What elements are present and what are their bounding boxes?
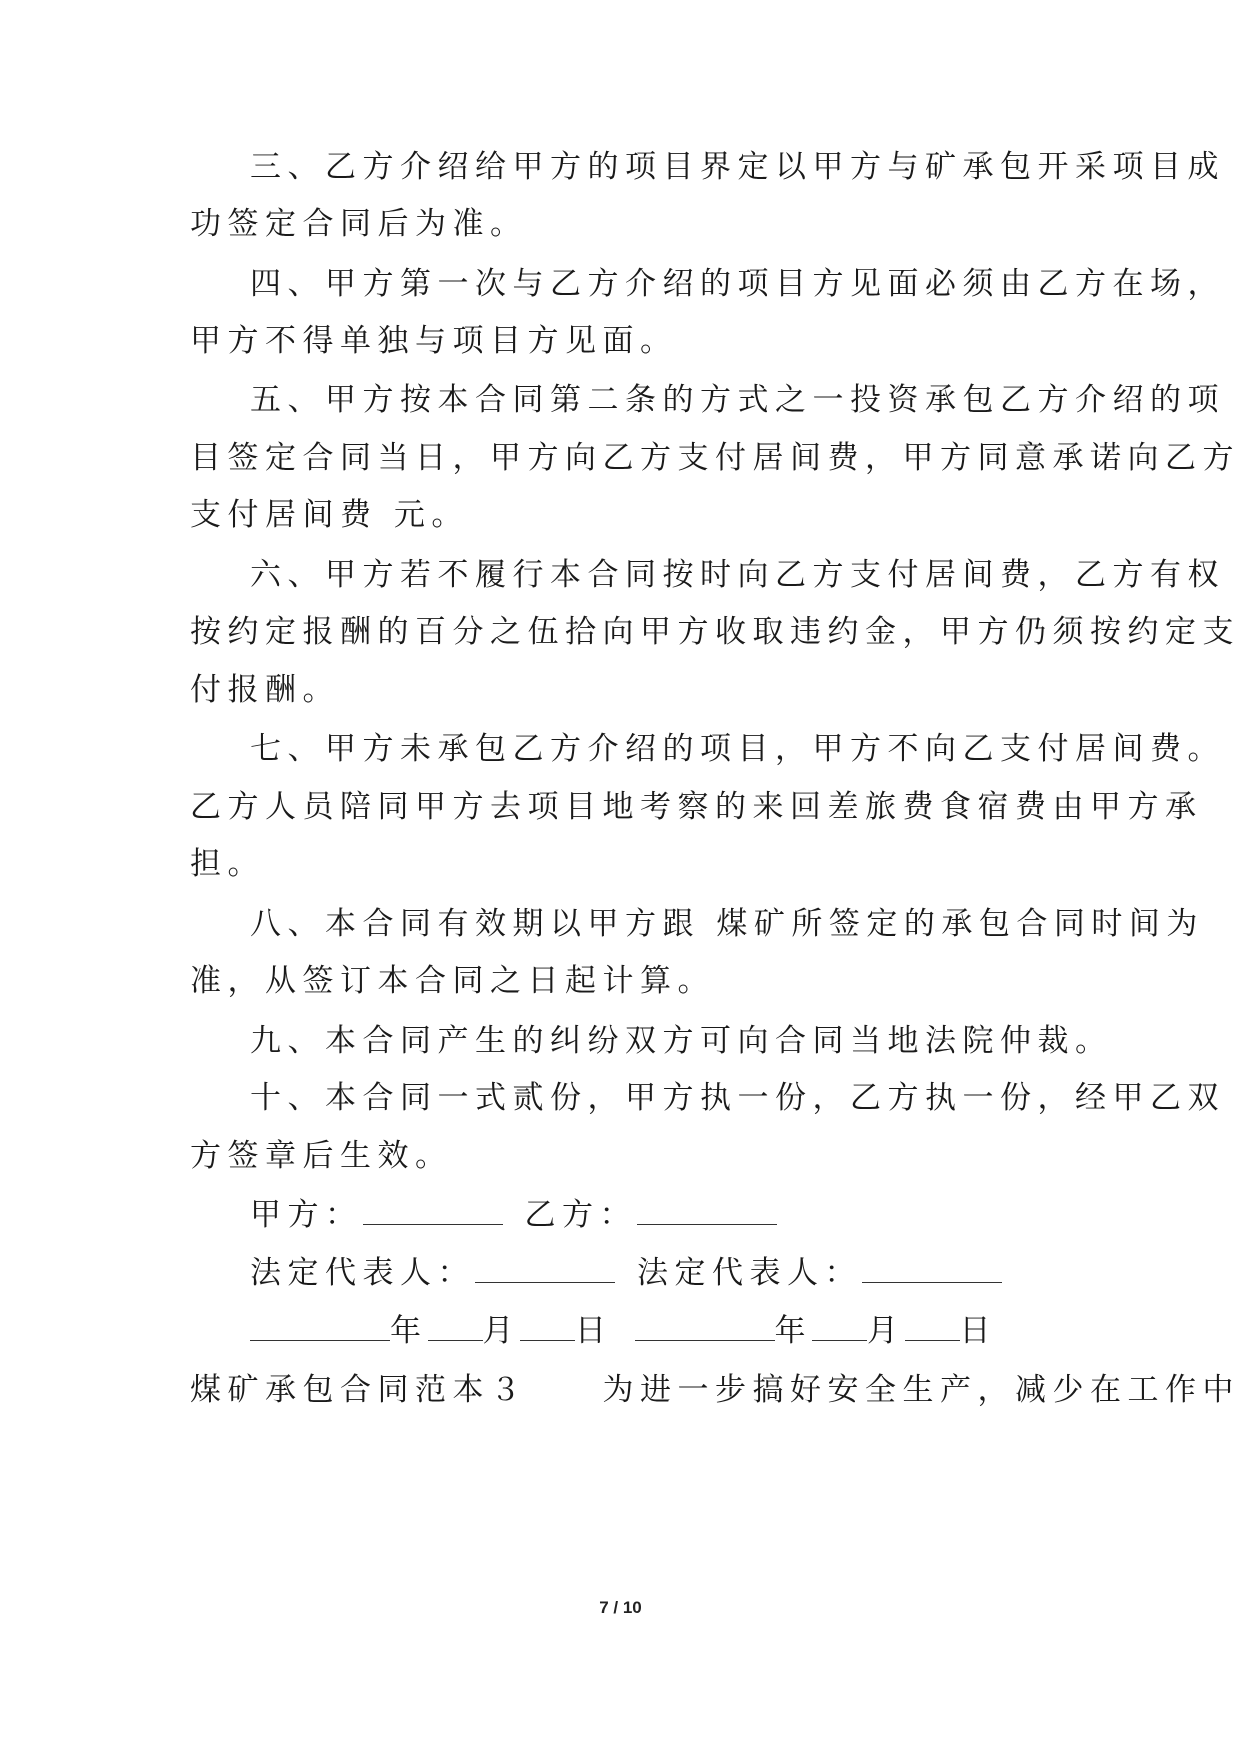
party-b-label: 乙方：	[524, 1197, 637, 1233]
paragraph-line: 五、甲方按本合同第二条的方式之一投资承包乙方介绍的项	[250, 382, 1225, 418]
rep-a-blank	[475, 1256, 615, 1283]
paragraph-line: 付报酬。	[190, 672, 340, 708]
paragraph-line: 目签定合同当日，甲方向乙方支付居间费，甲方同意承诺向乙方	[190, 440, 1240, 476]
year-b-blank	[635, 1314, 775, 1341]
paragraph-line: 乙方人员陪同甲方去项目地考察的来回差旅费食宿费由甲方承	[190, 789, 1203, 825]
paragraph-line: 十、本合同一式贰份，甲方执一份，乙方执一份，经甲乙双	[250, 1080, 1225, 1116]
paragraph-line: 功签定合同后为准。	[190, 206, 528, 242]
paragraph-line: 三、乙方介绍给甲方的项目界定以甲方与矿承包开采项目成	[250, 149, 1225, 185]
representative-signature-row	[250, 1253, 1130, 1293]
paragraph-line: 七、甲方未承包乙方介绍的项目，甲方不向乙支付居间费。	[250, 731, 1225, 767]
month-a-label: 月	[482, 1313, 520, 1349]
month-b-label: 月	[867, 1313, 905, 1349]
rep-b-blank	[862, 1256, 1002, 1283]
paragraph-line: 六、甲方若不履行本合同按时向乙方支付居间费，乙方有权	[250, 557, 1225, 593]
year-b-label: 年	[774, 1313, 812, 1349]
day-b-label: 日	[959, 1313, 997, 1349]
paragraph-line: 准，从签订本合同之日起计算。	[190, 963, 715, 999]
rep-b-label: 法定代表人：	[637, 1255, 862, 1291]
paragraph-line: 担。	[190, 846, 265, 882]
paragraph-line: 支付居间费 元。	[190, 497, 469, 533]
month-a-blank	[428, 1314, 483, 1341]
paragraph-line: 甲方不得单独与项目方见面。	[190, 323, 678, 359]
month-b-blank	[812, 1314, 867, 1341]
date-signature-row	[250, 1311, 1130, 1351]
day-a-blank	[520, 1314, 575, 1341]
day-a-label: 日	[575, 1313, 613, 1349]
paragraph-line: 方签章后生效。	[190, 1138, 453, 1174]
party-b-blank	[637, 1198, 777, 1225]
closing-line: 煤矿承包合同范本３ 为进一步搞好安全生产，减少在工作中	[190, 1372, 1240, 1408]
paragraph-line: 八、本合同有效期以甲方跟 煤矿所签定的承包合同时间为	[250, 906, 1204, 942]
paragraph-line: 四、甲方第一次与乙方介绍的项目方见面必须由乙方在场，	[250, 266, 1225, 302]
day-b-blank	[905, 1314, 960, 1341]
year-a-blank	[250, 1314, 390, 1341]
page-number: 7 / 10	[599, 1598, 642, 1617]
party-signature-row	[250, 1195, 1130, 1235]
party-a-label: 甲方：	[250, 1197, 363, 1233]
paragraph-line: 按约定报酬的百分之伍拾向甲方收取违约金，甲方仍须按约定支	[190, 614, 1240, 650]
paragraph-line: 九、本合同产生的纠纷双方可向合同当地法院仲裁。	[250, 1023, 1113, 1059]
rep-a-label: 法定代表人：	[250, 1255, 475, 1291]
party-a-blank	[363, 1198, 503, 1225]
year-a-label: 年	[390, 1313, 428, 1349]
